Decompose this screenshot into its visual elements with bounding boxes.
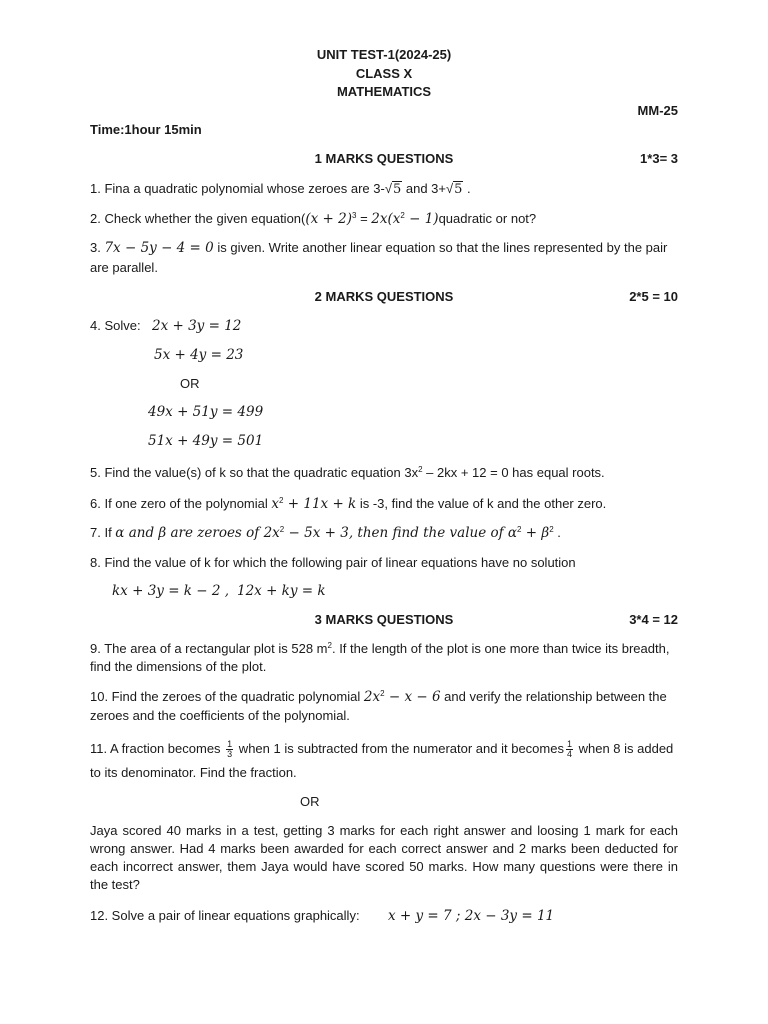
sqrt-symbol: √5 [446, 181, 463, 197]
paper-title: UNIT TEST-1(2024-25) [316, 47, 452, 62]
question-7: 7. If α and β are zeroes of $2x^2 - 5x + 3$, then find the value of $\alpha^2 + \beta^2$ . [90, 525, 561, 541]
or-label: OR [300, 794, 320, 809]
subject-label: MATHEMATICS [336, 84, 432, 99]
question-4-label: 4. Solve: [90, 318, 141, 333]
section-title-1: 1 MARKS QUESTIONS [314, 151, 454, 166]
question-11-alternative: Jaya scored 40 marks in a test, getting 3 marks for each right answer and loosing 1 mark for each wrong answer. Had 4 marks been awarded for each correct answer and 2 marks been deducted for each incorrect answer, them Jaya would have scored 50 marks. How many questions were there in the test? [90, 823, 678, 892]
section-title-2: 2 MARKS QUESTIONS [314, 289, 454, 304]
equation: kx + 3y = k − 2 , [112, 583, 230, 599]
max-marks: MM-25 [637, 103, 678, 118]
question-9-cont: find the dimensions of the plot. [90, 659, 267, 674]
fraction: $\frac{1}{4}$ [566, 739, 572, 760]
question-6: 6. If one zero of the polynomial $x^2 + 11x + k$ is -3, find the value of k and the other zero. [90, 496, 607, 512]
equation: 12x + ky = k [237, 583, 326, 599]
equation: 49x + 51y = 499 [148, 404, 264, 420]
section-marks-1: 1*3= 3 [640, 151, 678, 166]
class-label: CLASS X [355, 66, 413, 81]
sqrt-symbol: √5 [384, 181, 402, 197]
or-label: OR [180, 376, 200, 391]
question-1: 1. Fina a quadratic polynomial whose zeroes are 3-√5 and 3+√5 . [90, 181, 471, 197]
question-12: 12. Solve a pair of linear equations graphically: [90, 908, 360, 923]
question-11: 11. A fraction becomes $\frac{1}{3}$ when 1 is subtracted from the numerator and it becomes $\frac{1}{4}$ when 8 is added [90, 739, 674, 760]
question-10-cont: zeroes and the coefficients of the polynomial. [90, 708, 350, 723]
question-11-cont: to its denominator. Find the fraction. [90, 765, 297, 780]
section-marks-2: 2*5 = 10 [629, 289, 678, 304]
question-3: 3. 7x − 5y − 4 = 0 is given. Write another linear equation so that the lines represented by the pair [90, 240, 668, 256]
question-paper [90, 0, 678, 1024]
question-2: 2. Check whether the given equation((x + $2)^3 = 2x(x^2$ − 1)quadratic or not? [90, 211, 537, 227]
equation: 5x + 4y = 23 [154, 347, 244, 363]
time-label: Time:1hour 15min [90, 122, 202, 137]
equation: 2x + 3y = 12 [152, 318, 242, 334]
section-title-3: 3 MARKS QUESTIONS [314, 612, 454, 627]
fraction: $\frac{1}{3}$ [227, 739, 233, 760]
equation: x + y = 7 ; 2x − 3y = 11 [388, 908, 555, 924]
question-10: 10. Find the zeroes of the quadratic polynomial $2x^2 - x - 6$ and verify the relationship between the [90, 689, 667, 705]
question-9: 9. The area of a rectangular plot is 528 $m^2$. If the length of the plot is one more than twice its breadth, [90, 641, 670, 656]
question-5: 5. Find the value(s) of k so that the quadratic equation $3x^2 - 2kx + 12 = 0$ has equal roots. [90, 465, 605, 480]
question-8: 8. Find the value of k for which the following pair of linear equations have no solution [90, 555, 576, 570]
equation: 51x + 49y = 501 [148, 433, 264, 449]
question-3-cont: are parallel. [90, 260, 158, 275]
section-marks-3: 3*4 = 12 [629, 612, 678, 627]
